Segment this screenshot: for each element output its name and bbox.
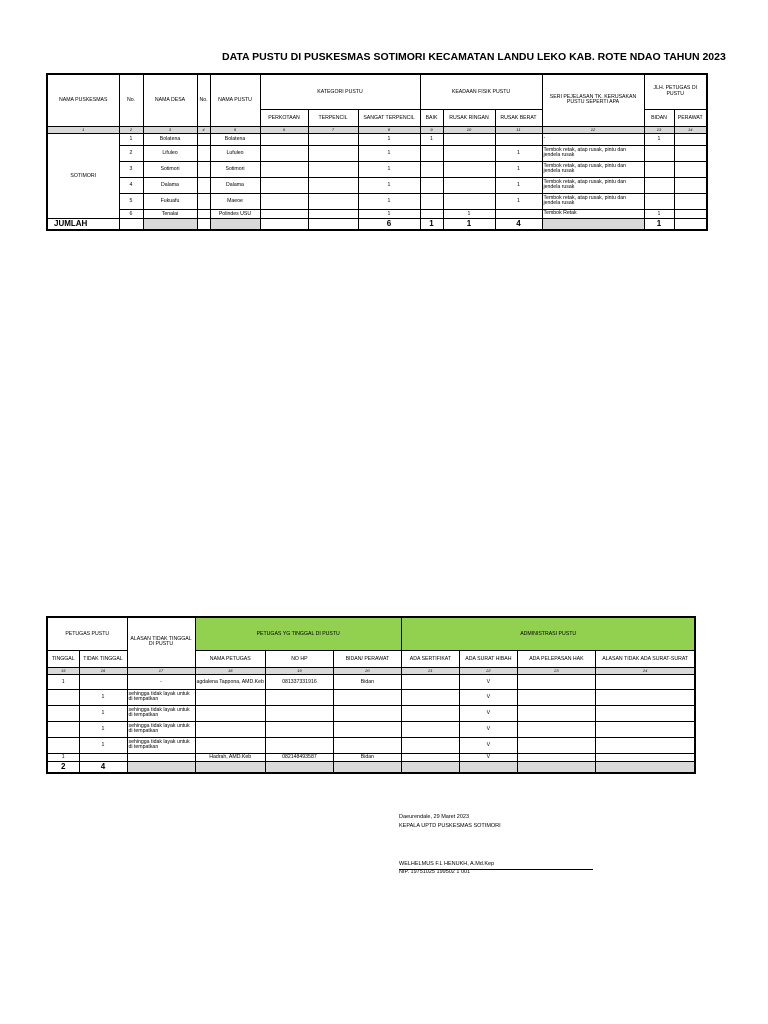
header-rusak-ringan: RUSAK RINGAN	[443, 109, 495, 126]
cell-desa: Dalama	[143, 177, 197, 193]
cell-perkotaan	[260, 209, 308, 218]
cell-hp: 082148493587	[265, 753, 333, 761]
cell-perkotaan	[260, 145, 308, 161]
cell-alasan: sehingga tidak layak untuk di tempatkan	[127, 689, 195, 705]
index-cell: 1	[47, 126, 119, 133]
cell-ringan	[443, 161, 495, 177]
header-tidak-tinggal: TIDAK TINGGAL	[79, 650, 127, 667]
empty-cell	[459, 761, 517, 773]
cell-baik	[420, 193, 443, 209]
cell-ringan	[443, 133, 495, 145]
index-cell: 24	[595, 667, 695, 674]
cell-pelepasan	[517, 674, 595, 689]
header-alasan-tidak-ada-surat: ALASAN TIDAK ADA SURAT-SURAT	[595, 650, 695, 667]
cell-sert	[401, 689, 459, 705]
cell-alasan_surat	[595, 721, 695, 737]
empty-cell	[517, 761, 595, 773]
cell-bidan	[644, 193, 674, 209]
cell-hibah: V	[459, 753, 517, 761]
total-sangat-terpencil: 6	[358, 218, 420, 230]
cell-tidak	[79, 753, 127, 761]
total-rusak-ringan: 1	[443, 218, 495, 230]
cell-ringan	[443, 145, 495, 161]
cell-bp	[333, 689, 401, 705]
index-cell: 17	[127, 667, 195, 674]
cell-tinggal	[47, 689, 79, 705]
cell-perkotaan	[260, 177, 308, 193]
cell-nama	[195, 721, 265, 737]
cell-terpencil	[308, 177, 358, 193]
empty-cell	[210, 218, 260, 230]
cell-ringan	[443, 193, 495, 209]
header-rusak-berat: RUSAK BERAT	[495, 109, 542, 126]
cell-tinggal	[47, 721, 79, 737]
index-cell: 8	[358, 126, 420, 133]
cell-tinggal	[47, 737, 79, 753]
cell-desa: Fukuafu	[143, 193, 197, 209]
cell-sert	[401, 721, 459, 737]
cell-hibah: V	[459, 705, 517, 721]
empty-cell	[542, 218, 644, 230]
index-cell: 5	[210, 126, 260, 133]
cell-no2	[197, 145, 210, 161]
total-rusak-berat: 4	[495, 218, 542, 230]
table-row	[47, 193, 707, 209]
cell-bidan	[644, 161, 674, 177]
cell-perawat	[674, 209, 707, 218]
cell-berat: 1	[495, 177, 542, 193]
empty-cell	[674, 218, 707, 230]
cell-hibah: V	[459, 721, 517, 737]
header-nama-desa: NAMA DESA	[143, 74, 197, 126]
empty-cell	[265, 761, 333, 773]
total-label: JUMLAH	[47, 218, 119, 230]
index-cell: 12	[542, 126, 644, 133]
index-cell: 10	[443, 126, 495, 133]
cell-hp	[265, 737, 333, 753]
header-ada-sertifikat: ADA SERTIFIKAT	[401, 650, 459, 667]
table-row	[47, 209, 707, 218]
cell-berat	[495, 209, 542, 218]
index-cell: 18	[195, 667, 265, 674]
header-nama-puskesmas: NAMA PUSKESMAS	[47, 74, 119, 126]
cell-alasan: -	[127, 674, 195, 689]
header-petugas-pustu: PETUGAS PUSTU	[47, 617, 127, 650]
cell-tinggal	[47, 705, 79, 721]
index-cell: 16	[79, 667, 127, 674]
index-cell: 4	[197, 126, 210, 133]
cell-sert	[401, 737, 459, 753]
cell-perkotaan	[260, 193, 308, 209]
index-cell: 14	[674, 126, 707, 133]
cell-perawat	[674, 193, 707, 209]
cell-tidak: 1	[79, 721, 127, 737]
table-row	[47, 145, 707, 161]
cell-alasan: sehingga tidak layak untuk di tempatkan	[127, 737, 195, 753]
cell-baik	[420, 209, 443, 218]
cell-alasan: sehingga tidak layak untuk di tempatkan	[127, 705, 195, 721]
header-ada-surat-hibah: ADA SURAT HIBAH	[459, 650, 517, 667]
cell-perawat	[674, 145, 707, 161]
header-administrasi-pustu: ADMINISTRASI PUSTU	[401, 617, 695, 650]
cell-seri: Tembok Retak	[542, 209, 644, 218]
cell-sangat: 1	[358, 145, 420, 161]
cell-baik	[420, 161, 443, 177]
cell-sert	[401, 705, 459, 721]
header-petugas-tinggal: PETUGAS YG TINGGAL DI PUSTU	[195, 617, 401, 650]
table-row	[47, 177, 707, 193]
table-row	[47, 689, 695, 705]
cell-tidak: 1	[79, 689, 127, 705]
cell-hibah: V	[459, 674, 517, 689]
empty-cell	[197, 218, 210, 230]
cell-pelepasan	[517, 705, 595, 721]
cell-pelepasan	[517, 737, 595, 753]
total-row	[47, 761, 695, 773]
cell-alasan_surat	[595, 753, 695, 761]
table-row	[47, 753, 695, 761]
cell-terpencil	[308, 161, 358, 177]
cell-sangat: 1	[358, 193, 420, 209]
cell-sangat: 1	[358, 177, 420, 193]
empty-cell	[308, 218, 358, 230]
cell-sert	[401, 674, 459, 689]
cell-desa: Bolatena	[143, 133, 197, 145]
empty-cell	[333, 761, 401, 773]
index-cell: 3	[143, 126, 197, 133]
signature-nip: NIP. 19751025 199502 1 001	[399, 869, 471, 875]
cell-no: 1	[119, 133, 143, 145]
header-perawat: PERAWAT	[674, 109, 707, 126]
empty-cell	[119, 218, 143, 230]
empty-cell	[195, 761, 265, 773]
empty-cell	[401, 761, 459, 773]
header-alasan-tidak-tinggal: ALASAN TIDAK TINGGAL DI PUSTU	[127, 617, 195, 667]
cell-alasan: sehingga tidak layak untuk di tempatkan	[127, 721, 195, 737]
cell-baik: 1	[420, 133, 443, 145]
cell-tinggal: 1	[47, 753, 79, 761]
cell-nama	[195, 737, 265, 753]
page-title: DATA PUSTU DI PUSKESMAS SOTIMORI KECAMATAN LANDU LEKO KAB. ROTE NDAO TAHUN 2023	[222, 51, 726, 63]
cell-berat	[495, 133, 542, 145]
cell-no: 4	[119, 177, 143, 193]
cell-terpencil	[308, 145, 358, 161]
index-cell: 7	[308, 126, 358, 133]
index-cell: 23	[517, 667, 595, 674]
table-row	[47, 161, 707, 177]
header-bidan: BIDAN	[644, 109, 674, 126]
cell-hibah: V	[459, 737, 517, 753]
index-cell: 13	[644, 126, 674, 133]
cell-bidan: 1	[644, 133, 674, 145]
header-jumlah-petugas: JLH. PETUGAS DI PUSTU	[644, 74, 707, 109]
cell-nama	[195, 705, 265, 721]
cell-tidak: 1	[79, 737, 127, 753]
header-seri-kerusakan: SERI PEJELASAN TK. KERUSAKAN PUSTU SEPERTI APA	[542, 74, 644, 126]
cell-no: 5	[119, 193, 143, 209]
cell-berat: 1	[495, 161, 542, 177]
header-ada-pelepasan-hak: ADA PELEPASAN HAK	[517, 650, 595, 667]
cell-nama: agdalena Tappona, AMD.Keb	[195, 674, 265, 689]
cell-perkotaan	[260, 133, 308, 145]
cell-alasan_surat	[595, 705, 695, 721]
empty-cell	[260, 218, 308, 230]
cell-seri: Tembok retak, atap rusak, pintu dan jendela rusak	[542, 177, 644, 193]
cell-alasan_surat	[595, 674, 695, 689]
cell-ringan	[443, 177, 495, 193]
index-cell: 19	[265, 667, 333, 674]
header-bidan-perawat: BIDAN/ PERAWAT	[333, 650, 401, 667]
cell-no2	[197, 161, 210, 177]
signature-name: WELHELMUS F.L HENUKH, A.Md.Kep	[399, 861, 495, 867]
table-row	[47, 674, 695, 689]
cell-no2	[197, 177, 210, 193]
cell-hp	[265, 721, 333, 737]
cell-tidak	[79, 674, 127, 689]
header-baik: BAIK	[420, 109, 443, 126]
puskesmas-name: SOTIMORI	[47, 133, 119, 218]
cell-bp	[333, 737, 401, 753]
cell-baik	[420, 177, 443, 193]
cell-terpencil	[308, 209, 358, 218]
cell-terpencil	[308, 133, 358, 145]
cell-no: 6	[119, 209, 143, 218]
cell-berat: 1	[495, 145, 542, 161]
cell-sangat: 1	[358, 161, 420, 177]
cell-sangat: 1	[358, 133, 420, 145]
header-perkotaan: PERKOTAAN	[260, 109, 308, 126]
cell-bp: Bidan	[333, 753, 401, 761]
empty-cell	[127, 761, 195, 773]
header-no-hp: NO HP	[265, 650, 333, 667]
cell-bidan	[644, 145, 674, 161]
cell-bp	[333, 721, 401, 737]
index-cell: 22	[459, 667, 517, 674]
cell-sangat: 1	[358, 209, 420, 218]
petugas-administrasi-table	[46, 616, 696, 774]
empty-cell	[143, 218, 197, 230]
header-no: No.	[119, 74, 143, 126]
index-cell: 9	[420, 126, 443, 133]
header-kategori-pustu: KATEGORI PUSTU	[260, 74, 420, 109]
cell-no2	[197, 133, 210, 145]
index-cell: 6	[260, 126, 308, 133]
cell-nama	[195, 689, 265, 705]
cell-no2	[197, 193, 210, 209]
signature-position: KEPALA UPTD PUSKESMAS SOTIMORI	[399, 823, 501, 829]
cell-pelepasan	[517, 753, 595, 761]
cell-hp	[265, 705, 333, 721]
header-tinggal: TINGGAL	[47, 650, 79, 667]
cell-terpencil	[308, 193, 358, 209]
cell-bidan	[644, 177, 674, 193]
total-row	[47, 218, 707, 230]
cell-seri: Tembok retak, atap rusak, pintu dan jendela rusak	[542, 193, 644, 209]
index-cell: 20	[333, 667, 401, 674]
signature-place-date: Daeurendale, 29 Maret 2023	[399, 814, 470, 820]
pustu-data-table	[46, 73, 708, 231]
cell-pustu: Lufuleo	[210, 145, 260, 161]
cell-seri: Tembok retak, atap rusak, pintu dan jendela rusak	[542, 161, 644, 177]
cell-pelepasan	[517, 721, 595, 737]
empty-cell	[595, 761, 695, 773]
total-bidan: 1	[644, 218, 674, 230]
table-row	[47, 705, 695, 721]
header-nama-petugas: NAMA PETUGAS	[195, 650, 265, 667]
cell-berat: 1	[495, 193, 542, 209]
cell-bp: Bidan	[333, 674, 401, 689]
cell-pustu: Maeoe	[210, 193, 260, 209]
header-nama-pustu: NAMA PUSTU	[210, 74, 260, 126]
header-sangat-terpencil: SANGAT TERPENCIL	[358, 109, 420, 126]
cell-seri: Tembok retak, atap rusak, pintu dan jendela rusak	[542, 145, 644, 161]
cell-no: 3	[119, 161, 143, 177]
cell-desa: Lifuleo	[143, 145, 197, 161]
cell-tidak: 1	[79, 705, 127, 721]
cell-alasan_surat	[595, 737, 695, 753]
total-tidak-tinggal: 4	[79, 761, 127, 773]
cell-desa: Tenalai	[143, 209, 197, 218]
total-tinggal: 2	[47, 761, 79, 773]
cell-pustu: Polindes USU	[210, 209, 260, 218]
table-row	[47, 721, 695, 737]
table-row	[47, 737, 695, 753]
cell-alasan	[127, 753, 195, 761]
cell-hp: 081337331916	[265, 674, 333, 689]
cell-nama: Hadrah, AMD.Keb	[195, 753, 265, 761]
cell-no2	[197, 209, 210, 218]
cell-desa: Sotimori	[143, 161, 197, 177]
cell-alasan_surat	[595, 689, 695, 705]
header-terpencil: TERPENCIL	[308, 109, 358, 126]
header-no-2: No.	[197, 74, 210, 126]
cell-perawat	[674, 177, 707, 193]
cell-no: 2	[119, 145, 143, 161]
cell-perkotaan	[260, 161, 308, 177]
index-cell: 11	[495, 126, 542, 133]
cell-perawat	[674, 133, 707, 145]
cell-ringan: 1	[443, 209, 495, 218]
cell-sert	[401, 753, 459, 761]
cell-pustu: Bolatena	[210, 133, 260, 145]
cell-baik	[420, 145, 443, 161]
cell-tinggal: 1	[47, 674, 79, 689]
total-baik: 1	[420, 218, 443, 230]
cell-pustu: Sotimori	[210, 161, 260, 177]
cell-hp	[265, 689, 333, 705]
cell-bidan: 1	[644, 209, 674, 218]
index-cell: 15	[47, 667, 79, 674]
index-row	[47, 126, 707, 133]
cell-bp	[333, 705, 401, 721]
cell-pustu: Dalama	[210, 177, 260, 193]
header-keadaan-fisik: KEADAAN FISIK PUSTU	[420, 74, 542, 109]
index-cell: 21	[401, 667, 459, 674]
index-row	[47, 667, 695, 674]
cell-perawat	[674, 161, 707, 177]
cell-pelepasan	[517, 689, 595, 705]
cell-hibah: V	[459, 689, 517, 705]
cell-seri: -	[542, 133, 644, 145]
index-cell: 2	[119, 126, 143, 133]
table-row	[47, 133, 707, 145]
